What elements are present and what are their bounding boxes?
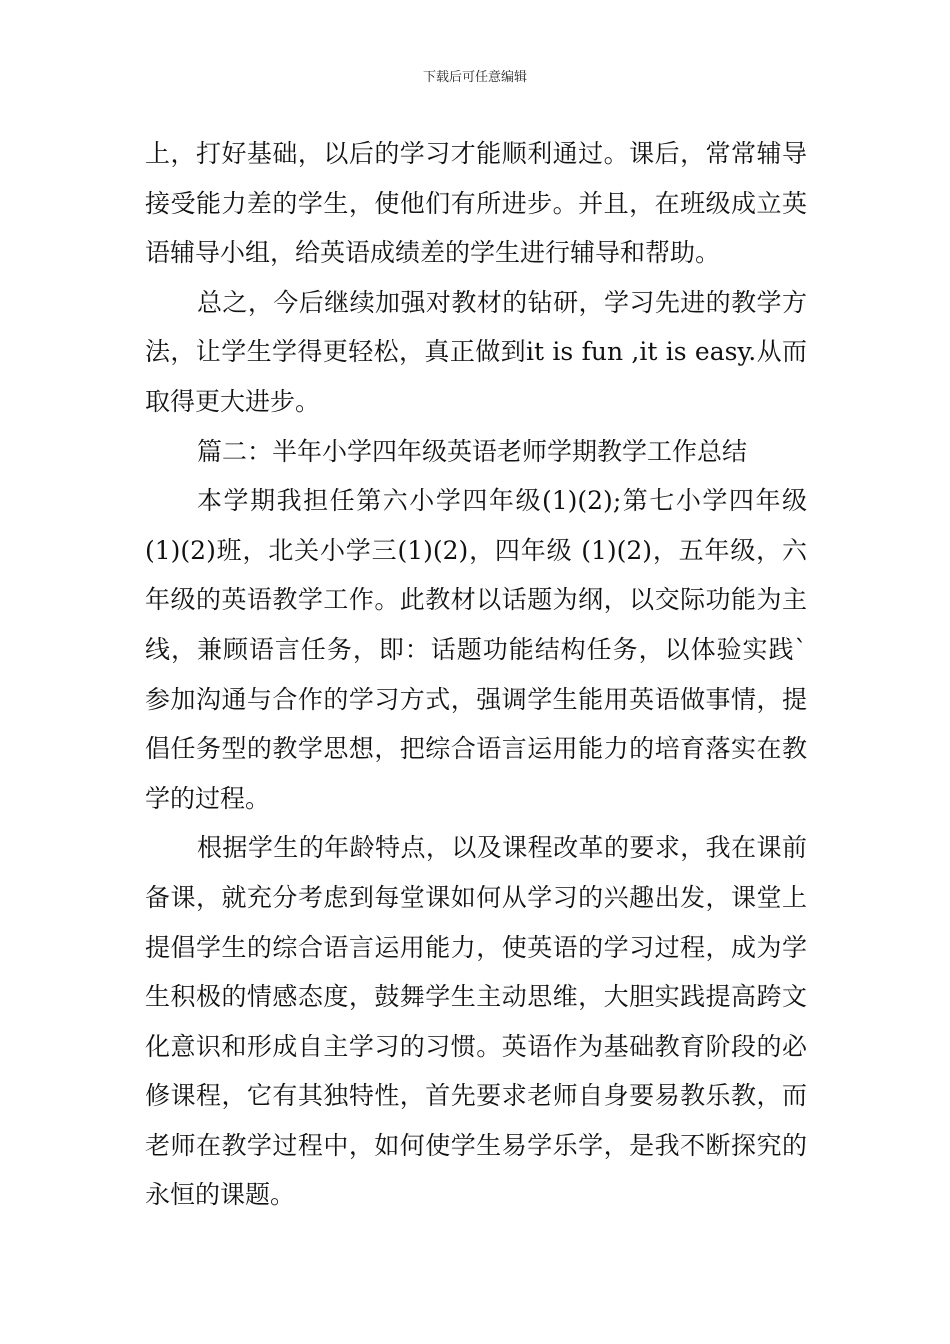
paragraph-continuation: 上，打好基础，以后的学习才能顺利通过。课后，常常辅导接受能力差的学生，使他们有所进步。并且，在班级成立英语辅导小组，给英语成绩差的学生进行辅导和帮助。 [145, 139, 807, 268]
document-body [145, 129, 807, 1220]
paragraph-teaching-assignment: 本学期我担任第六小学四年级(1)(2);第七小学四年级(1)(2)班，北关小学三(1)(2)，四年级 (1)(2)，五年级，六年级的英语教学工作。此教材以话题为纲，以交际功能为主线，兼顾语言任务，即：话题功能结构任务，以体验实践`参加沟通与合作的学习方式，强调学生能用英语做事情，提倡任务型的教学思想，把综合语言运用能力的培育落实在教学的过程。 [145, 486, 807, 813]
paragraph-summary: 总之，今后继续加强对教材的钻研，学习先进的教学方法，让学生学得更轻松，真正做到it is fun ,it is easy.从而取得更大进步。 [145, 287, 807, 416]
paragraph-teaching-approach: 根据学生的年龄特点，以及课程改革的要求，我在课前备课，就充分考虑到每堂课如何从学习的兴趣出发，课堂上提倡学生的综合语言运用能力，使英语的学习过程，成为学生积极的情感态度，鼓舞学生主动思维，大胆实践提高跨文化意识和形成自主学习的习惯。英语作为基础教育阶段的必修课程，它有其独特性，首先要求老师自身要易教乐教，而老师在教学过程中，如何使学生易学乐学，是我不断探究的永恒的课题。 [145, 833, 807, 1210]
section-heading: 篇二：半年小学四年级英语老师学期教学工作总结 [197, 436, 748, 466]
page-header: 下载后可任意编辑 [422, 70, 527, 85]
